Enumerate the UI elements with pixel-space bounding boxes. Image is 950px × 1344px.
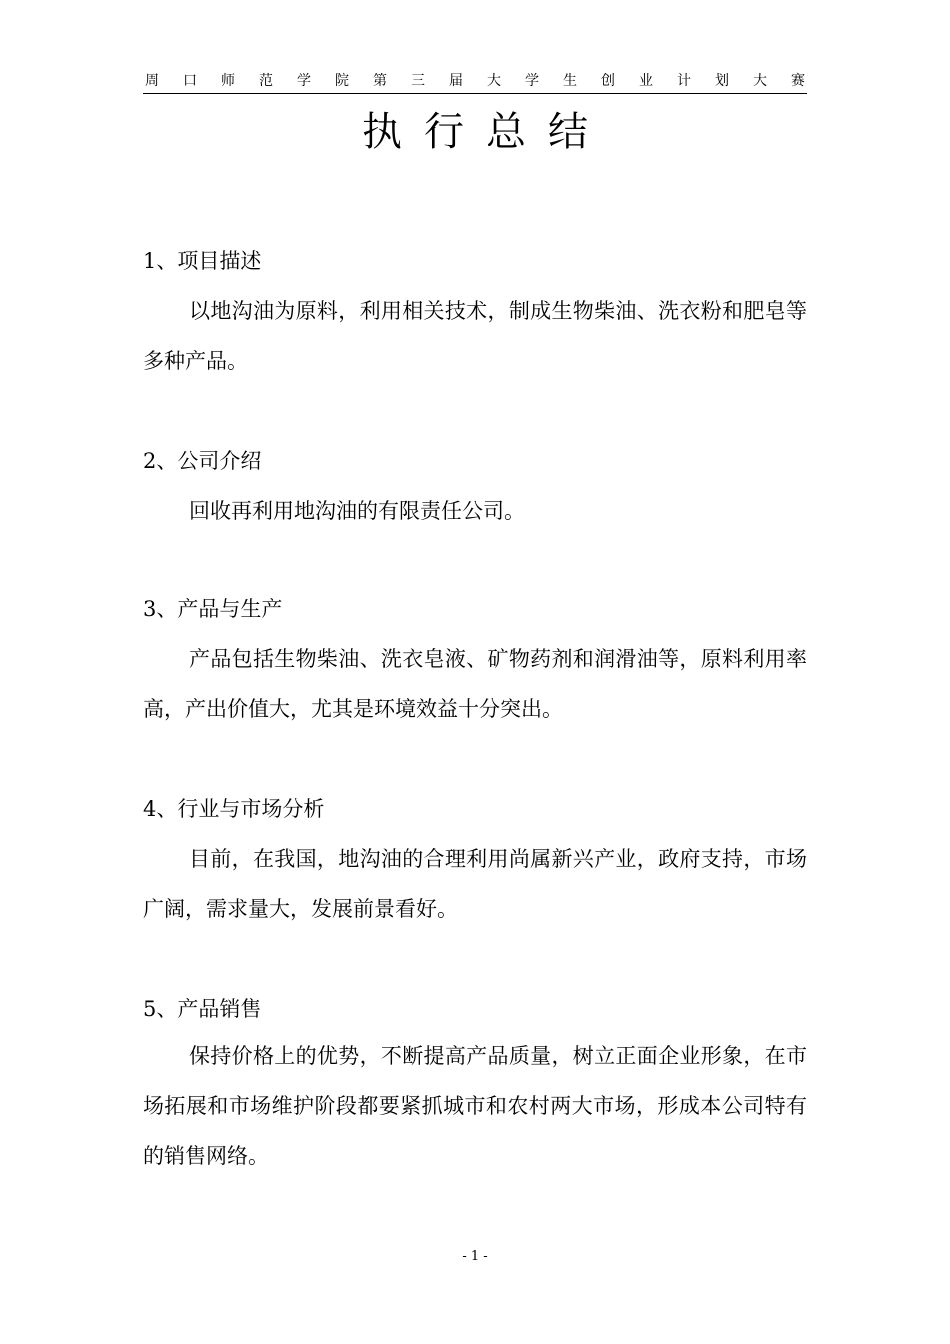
section-heading-product: 3、产品与生产: [143, 597, 283, 621]
header-char: 创: [601, 73, 615, 89]
header-char: 生: [563, 73, 577, 89]
section-body-project: 以地沟油为原料，利用相关技术，制成生物柴油、洗衣粉和肥皂等多种产品。: [143, 299, 807, 373]
section-heading-company: 2、公司介绍: [143, 449, 262, 473]
header-char: 划: [715, 73, 729, 89]
page-number: - 1 -: [462, 1249, 488, 1264]
header-char: 业: [639, 73, 653, 89]
header-char: 学: [297, 73, 311, 89]
header-char: 周: [145, 73, 159, 89]
header-char: 师: [221, 73, 235, 89]
header-char: 届: [449, 73, 463, 89]
header-char: 口: [183, 73, 197, 89]
section-body-market: 目前，在我国，地沟油的合理利用尚属新兴产业，政府支持，市场广阔，需求量大，发展前景看好。: [143, 847, 807, 921]
header-char: 大: [487, 73, 501, 89]
section-heading-market: 4、行业与市场分析: [143, 797, 325, 821]
header-char: 计: [677, 73, 691, 89]
section-heading-sales: 5、产品销售: [143, 997, 262, 1021]
page-title: 执行总结: [362, 109, 610, 155]
running-header: [143, 72, 807, 94]
section-body-product: 产品包括生物柴油、洗衣皂液、矿物药剂和润滑油等，原料利用率高，产出价值大，尤其是环境效益十分突出。: [143, 647, 807, 721]
header-char: 学: [525, 73, 539, 89]
header-char: 大: [753, 73, 767, 89]
header-char: 院: [335, 73, 349, 89]
header-char: 范: [259, 73, 273, 89]
section-body-company: 回收再利用地沟油的有限责任公司。: [189, 499, 525, 523]
section-heading-project: 1、项目描述: [143, 249, 262, 273]
header-char: 三: [411, 73, 425, 89]
section-body-sales: 保持价格上的优势，不断提高产品质量，树立正面企业形象，在市场拓展和市场维护阶段都要紧抓城市和农村两大市场，形成本公司特有的销售网络。: [143, 1044, 807, 1168]
header-char: 赛: [791, 73, 805, 89]
header-char: 第: [373, 73, 387, 89]
